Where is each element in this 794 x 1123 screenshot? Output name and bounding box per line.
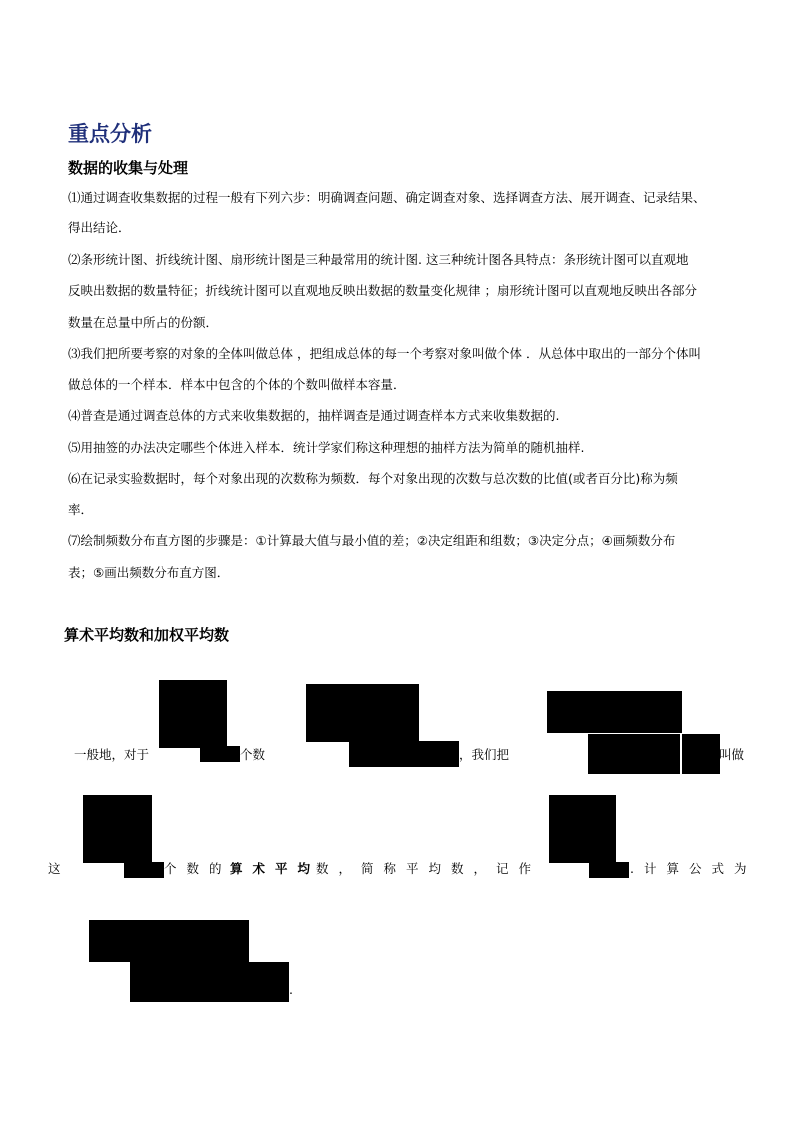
paragraph-line: ⑺绘制频数分布直方图的步骤是：①计算最大值与最小值的差；②决定组距和组数；③决定分点；④画频数分布 bbox=[68, 533, 676, 548]
mean-text: 叫做 bbox=[719, 747, 745, 762]
redacted-formula-image bbox=[419, 741, 459, 767]
paragraph-line: 反映出数据的数量特征；折线统计图可以直观地反映出数据的数量变化规律 ；扇形统计图可以直观地反映出各部分 bbox=[68, 283, 697, 298]
redacted-formula-image bbox=[200, 746, 240, 762]
redacted-formula-image bbox=[89, 920, 249, 962]
paragraph-line: ⑶我们把所要考察的对象的全体叫做总体 ，把组成总体的每一个考察对象叫做个体 ．从总体中取出的一部分个体叫 bbox=[68, 346, 701, 361]
redacted-formula-image bbox=[349, 741, 419, 767]
paragraph-line: ⑸用抽签的办法决定哪些个体进入样本．统计学家们称这种理想的抽样方法为简单的随机抽样. bbox=[68, 440, 585, 455]
mean-text: . bbox=[289, 982, 293, 997]
paragraph-line: ⑷普查是通过调查总体的方式来收集数据的，抽样调查是通过调查样本方式来收集数据的. bbox=[68, 408, 560, 423]
mean-text: .计算公式为 bbox=[630, 861, 757, 876]
redacted-formula-image bbox=[159, 680, 227, 748]
page-heading: 重点分析 bbox=[68, 122, 152, 146]
mean-text: ，我们把 bbox=[459, 747, 510, 762]
paragraph-line: ⑴通过调查收集数据的过程一般有下列六步：明确调查问题、确定调查对象、选择调查方法、展开调查、记录结果、 bbox=[68, 190, 706, 205]
redacted-formula-image bbox=[124, 862, 164, 878]
redacted-formula-image bbox=[306, 684, 419, 742]
redacted-formula-image bbox=[547, 691, 682, 733]
redacted-formula-image bbox=[588, 734, 680, 774]
section-title-mean: 算术平均数和加权平均数 bbox=[64, 626, 230, 644]
section-title-data-collection: 数据的收集与处理 bbox=[68, 159, 189, 177]
redacted-formula-image bbox=[130, 962, 289, 1002]
redacted-formula-image bbox=[589, 862, 629, 878]
mean-text: 个数 bbox=[240, 747, 266, 762]
redacted-formula-image bbox=[549, 795, 616, 863]
paragraph-line: 得出结论． bbox=[68, 220, 131, 235]
mean-text: 个数的 bbox=[164, 861, 232, 876]
paragraph-line: 数量在总量中所占的份额． bbox=[68, 315, 219, 330]
redacted-formula-image bbox=[682, 734, 720, 774]
redacted-formula-image bbox=[83, 795, 152, 863]
paragraph-line: 表；⑤画出频数分布直方图． bbox=[68, 565, 230, 580]
paragraph-line: 做总体的一个样本．样本中包含的个体的个数叫做样本容量． bbox=[68, 377, 406, 392]
mean-text-bold: 算术平均 bbox=[230, 861, 321, 876]
paragraph-line: ⑵条形统计图、折线统计图、扇形统计图是三种最常用的统计图. 这三种统计图各具特点：条形统计图可以直观地 bbox=[68, 252, 689, 267]
paragraph-line: ⑹在记录实验数据时，每个对象出现的次数称为频数．每个对象出现的次数与总次数的比值(或者百分比)称为频 bbox=[68, 471, 678, 486]
paragraph-line: 率． bbox=[68, 502, 94, 517]
mean-text: 这 bbox=[48, 861, 61, 876]
mean-text: 数，简称平均数，记作 bbox=[316, 861, 542, 876]
mean-text: 一般地，对于 bbox=[74, 747, 150, 762]
